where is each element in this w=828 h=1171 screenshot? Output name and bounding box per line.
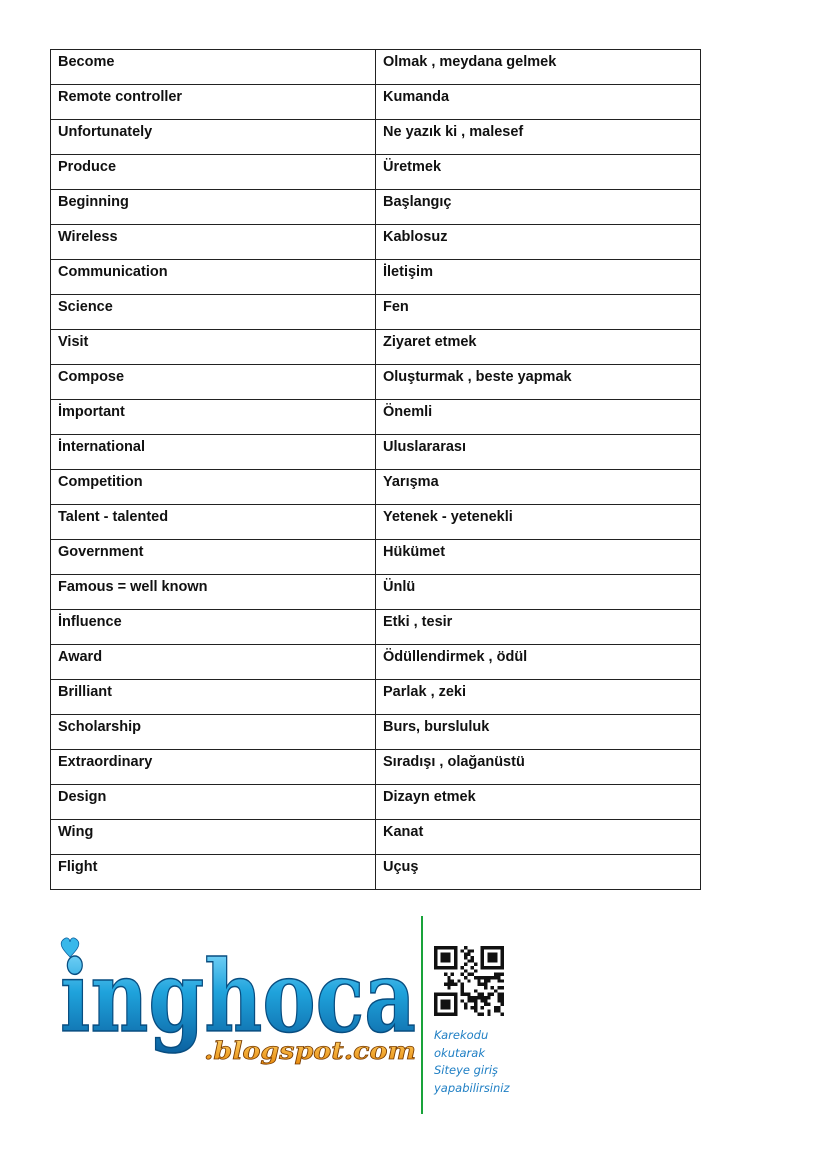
english-word: İmportant [51, 400, 376, 435]
table-row [51, 575, 701, 610]
inghoca-logo [58, 935, 420, 1075]
table-row [51, 190, 701, 225]
turkish-meaning: Üretmek [376, 155, 701, 190]
qr-caption-line: yapabilirsiniz [434, 1080, 510, 1095]
english-word: İnternational [51, 435, 376, 470]
english-word: Famous = well known [51, 575, 376, 610]
table-row [51, 750, 701, 785]
table-row [51, 50, 701, 85]
english-word: Brilliant [51, 680, 376, 715]
turkish-meaning: Önemli [376, 400, 701, 435]
logo-sub-text: .blogspot.com [204, 1036, 416, 1065]
table-row [51, 225, 701, 260]
english-word: Extraordinary [51, 750, 376, 785]
english-word: Compose [51, 365, 376, 400]
english-word: Design [51, 785, 376, 820]
table-row [51, 610, 701, 645]
turkish-meaning: Fen [376, 295, 701, 330]
turkish-meaning: Ünlü [376, 575, 701, 610]
english-word: Talent - talented [51, 505, 376, 540]
table-row [51, 400, 701, 435]
turkish-meaning: Yarışma [376, 470, 701, 505]
table-row [51, 540, 701, 575]
vocabulary-table-body [51, 50, 701, 890]
turkish-meaning: Ziyaret etmek [376, 330, 701, 365]
english-word: Government [51, 540, 376, 575]
table-row [51, 85, 701, 120]
qr-caption-line: okutarak [434, 1045, 485, 1060]
table-row [51, 715, 701, 750]
table-row [51, 470, 701, 505]
qr-caption-line: Siteye giriş [434, 1063, 499, 1077]
english-word: Visit [51, 330, 376, 365]
table-row [51, 365, 701, 400]
turkish-meaning: Hükümet [376, 540, 701, 575]
table-row [51, 330, 701, 365]
turkish-meaning: Burs, bursluluk [376, 715, 701, 750]
table-row [51, 680, 701, 715]
turkish-meaning: Kablosuz [376, 225, 701, 260]
english-word: Award [51, 645, 376, 680]
turkish-meaning: Uluslararası [376, 435, 701, 470]
vertical-divider [421, 916, 423, 1114]
logo-main-text: inghoca [60, 940, 416, 1055]
english-word: Scholarship [51, 715, 376, 750]
turkish-meaning: Kumanda [376, 85, 701, 120]
turkish-meaning: Uçuş [376, 855, 701, 890]
english-word: Wing [51, 820, 376, 855]
turkish-meaning: Sıradışı , olağanüstü [376, 750, 701, 785]
qr-caption-line: Karekodu [434, 1028, 489, 1042]
turkish-meaning: Olmak , meydana gelmek [376, 50, 701, 85]
turkish-meaning: Ödüllendirmek , ödül [376, 645, 701, 680]
english-word: Unfortunately [51, 120, 376, 155]
english-word: Flight [51, 855, 376, 890]
table-row [51, 645, 701, 680]
table-row [51, 435, 701, 470]
table-row [51, 155, 701, 190]
english-word: Wireless [51, 225, 376, 260]
turkish-meaning: İletişim [376, 260, 701, 295]
turkish-meaning: Etki , tesir [376, 610, 701, 645]
english-word: Science [51, 295, 376, 330]
turkish-meaning: Ne yazık ki , malesef [376, 120, 701, 155]
turkish-meaning: Parlak , zeki [376, 680, 701, 715]
table-row [51, 260, 701, 295]
english-word: Produce [51, 155, 376, 190]
english-word: Beginning [51, 190, 376, 225]
qr-code-icon [434, 946, 504, 1016]
turkish-meaning: Dizayn etmek [376, 785, 701, 820]
turkish-meaning: Kanat [376, 820, 701, 855]
turkish-meaning: Başlangıç [376, 190, 701, 225]
table-row [51, 295, 701, 330]
table-row [51, 855, 701, 890]
english-word: İnfluence [51, 610, 376, 645]
table-row [51, 785, 701, 820]
vocabulary-table [50, 49, 701, 890]
table-row [51, 820, 701, 855]
table-row [51, 505, 701, 540]
table-row [51, 120, 701, 155]
english-word: Communication [51, 260, 376, 295]
turkish-meaning: Yetenek - yetenekli [376, 505, 701, 540]
english-word: Competition [51, 470, 376, 505]
english-word: Remote controller [51, 85, 376, 120]
qr-caption [434, 1027, 554, 1097]
english-word: Become [51, 50, 376, 85]
turkish-meaning: Oluşturmak , beste yapmak [376, 365, 701, 400]
